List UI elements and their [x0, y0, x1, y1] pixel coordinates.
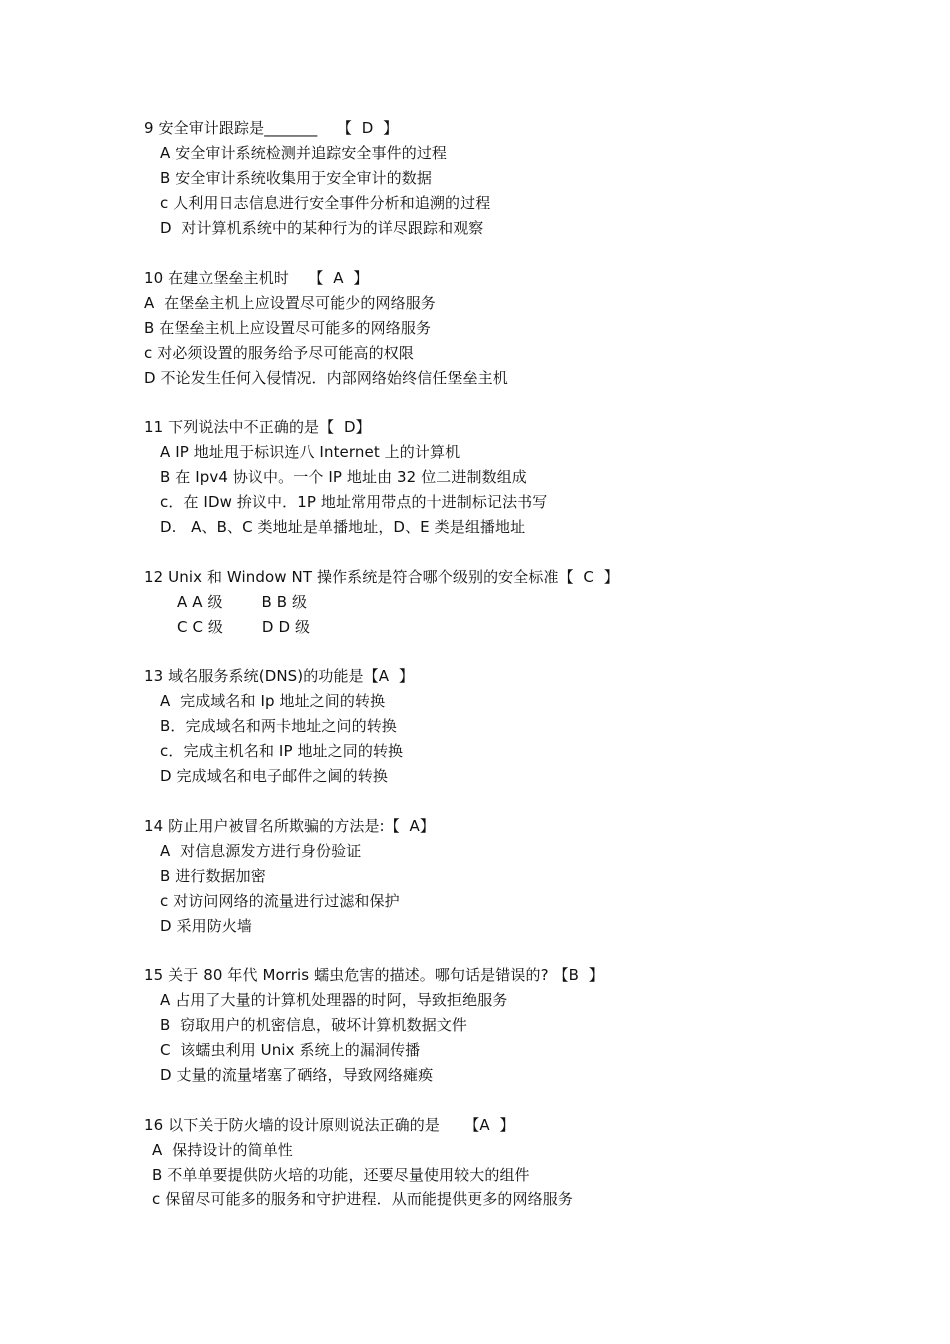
question-11-option-a: A IP 地址甩于标识连八 Internet 上的计算机 — [160, 443, 461, 461]
question-16-stem: 16 以下关于防火墙的设计原则说法正确的是 【A 】 — [144, 1116, 515, 1134]
question-9-option-a: A 安全审计系统检测并追踪安全事件的过程 — [160, 144, 448, 162]
question-11-stem: 11 下列说法中不正确的是【 D】 — [144, 418, 371, 436]
question-9-stem: 9 安全审计跟踪是_______ 【 D 】 — [144, 119, 399, 137]
question-16-option-a: A 保持设计的简单性 — [152, 1141, 293, 1159]
question-15-option-d: D 丈量的流量堵塞了硒络，导致网络瘫痪 — [160, 1066, 434, 1084]
question-10-option-c: c 对必须设置的服务给予尽可能高的权限 — [144, 344, 414, 362]
question-13-option-d: D 完成域名和电子邮件之阃的转换 — [160, 767, 388, 785]
question-14-option-a: A 对信息源发方进行身份验证 — [160, 842, 362, 860]
question-12-options-row-2: C C 级 D D 级 — [177, 618, 311, 636]
question-15-option-a: A 占用了大量的计算机处理器的时阿，导致拒绝服务 — [160, 991, 508, 1009]
question-13-option-a: A 完成域名和 Ip 地址之间的转换 — [160, 692, 386, 710]
question-10-option-d: D 不论发生任何入侵情况．内部网络始终信任堡垒主机 — [144, 369, 508, 387]
question-13-option-c: c．完成主机名和 IP 地址之同的转换 — [160, 742, 404, 760]
question-15-stem: 15 关于 80 年代 Morris 蠕虫危害的描述。哪句话是错误的? 【B 】 — [144, 966, 604, 984]
question-9-option-d: D 对计算机系统中的某种行为的详尽跟踪和观察 — [160, 219, 484, 237]
question-11-option-d: D. A、B、C 类地址是单播地址，D、E 类是组播地址 — [160, 518, 526, 536]
question-10-stem: 10 在建立堡垒主机时 【 A 】 — [144, 269, 369, 287]
question-12-options-row-1: A A 级 B B 级 — [177, 593, 308, 611]
question-16-option-c: c 保留尽可能多的服务和守护进程．从而能提供更多的网络服务 — [152, 1190, 573, 1208]
question-11-option-b: B 在 Ipv4 协议中。一个 IP 地址由 32 位二进制数组成 — [160, 468, 527, 486]
question-13-stem: 13 域名服务系统(DNS)的功能是【A 】 — [144, 667, 414, 685]
question-12-stem: 12 Unix 和 Window NT 操作系统是符合哪个级别的安全标准【 C 】 — [144, 568, 619, 586]
question-14-option-b: B 进行数据加密 — [160, 867, 266, 885]
question-14-option-d: D 采用防火墙 — [160, 917, 253, 935]
question-16-option-b: B 不单单要提供防火培的功能，还要尽量使用较大的组件 — [152, 1166, 530, 1184]
question-10-option-b: B 在堡垒主机上应设置尽可能多的网络服务 — [144, 319, 432, 337]
question-11-option-c: c．在 IDw 拚议中．1P 地址常用带点的十进制标记法书写 — [160, 493, 548, 511]
question-9-option-c: c 人利用日志信息进行安全事件分析和追溯的过程 — [160, 194, 491, 212]
question-14-option-c: c 对访问网络的流量进行过滤和保护 — [160, 892, 400, 910]
question-15-option-c: C 该蠕虫利用 Unix 系统上的漏洞传播 — [160, 1041, 421, 1059]
question-15-option-b: B 窃取用户的机密信息，破坏计算机数据文件 — [160, 1016, 468, 1034]
question-14-stem: 14 防止用户被冒名所欺骗的方法是:【 A】 — [144, 817, 436, 835]
question-10-option-a: A 在堡垒主机上应设置尽可能少的网络服务 — [144, 294, 436, 312]
question-13-option-b: B．完成域名和两卡地址之问的转换 — [160, 717, 397, 735]
question-9-option-b: B 安全审计系统收集用于安全审计的数据 — [160, 169, 432, 187]
